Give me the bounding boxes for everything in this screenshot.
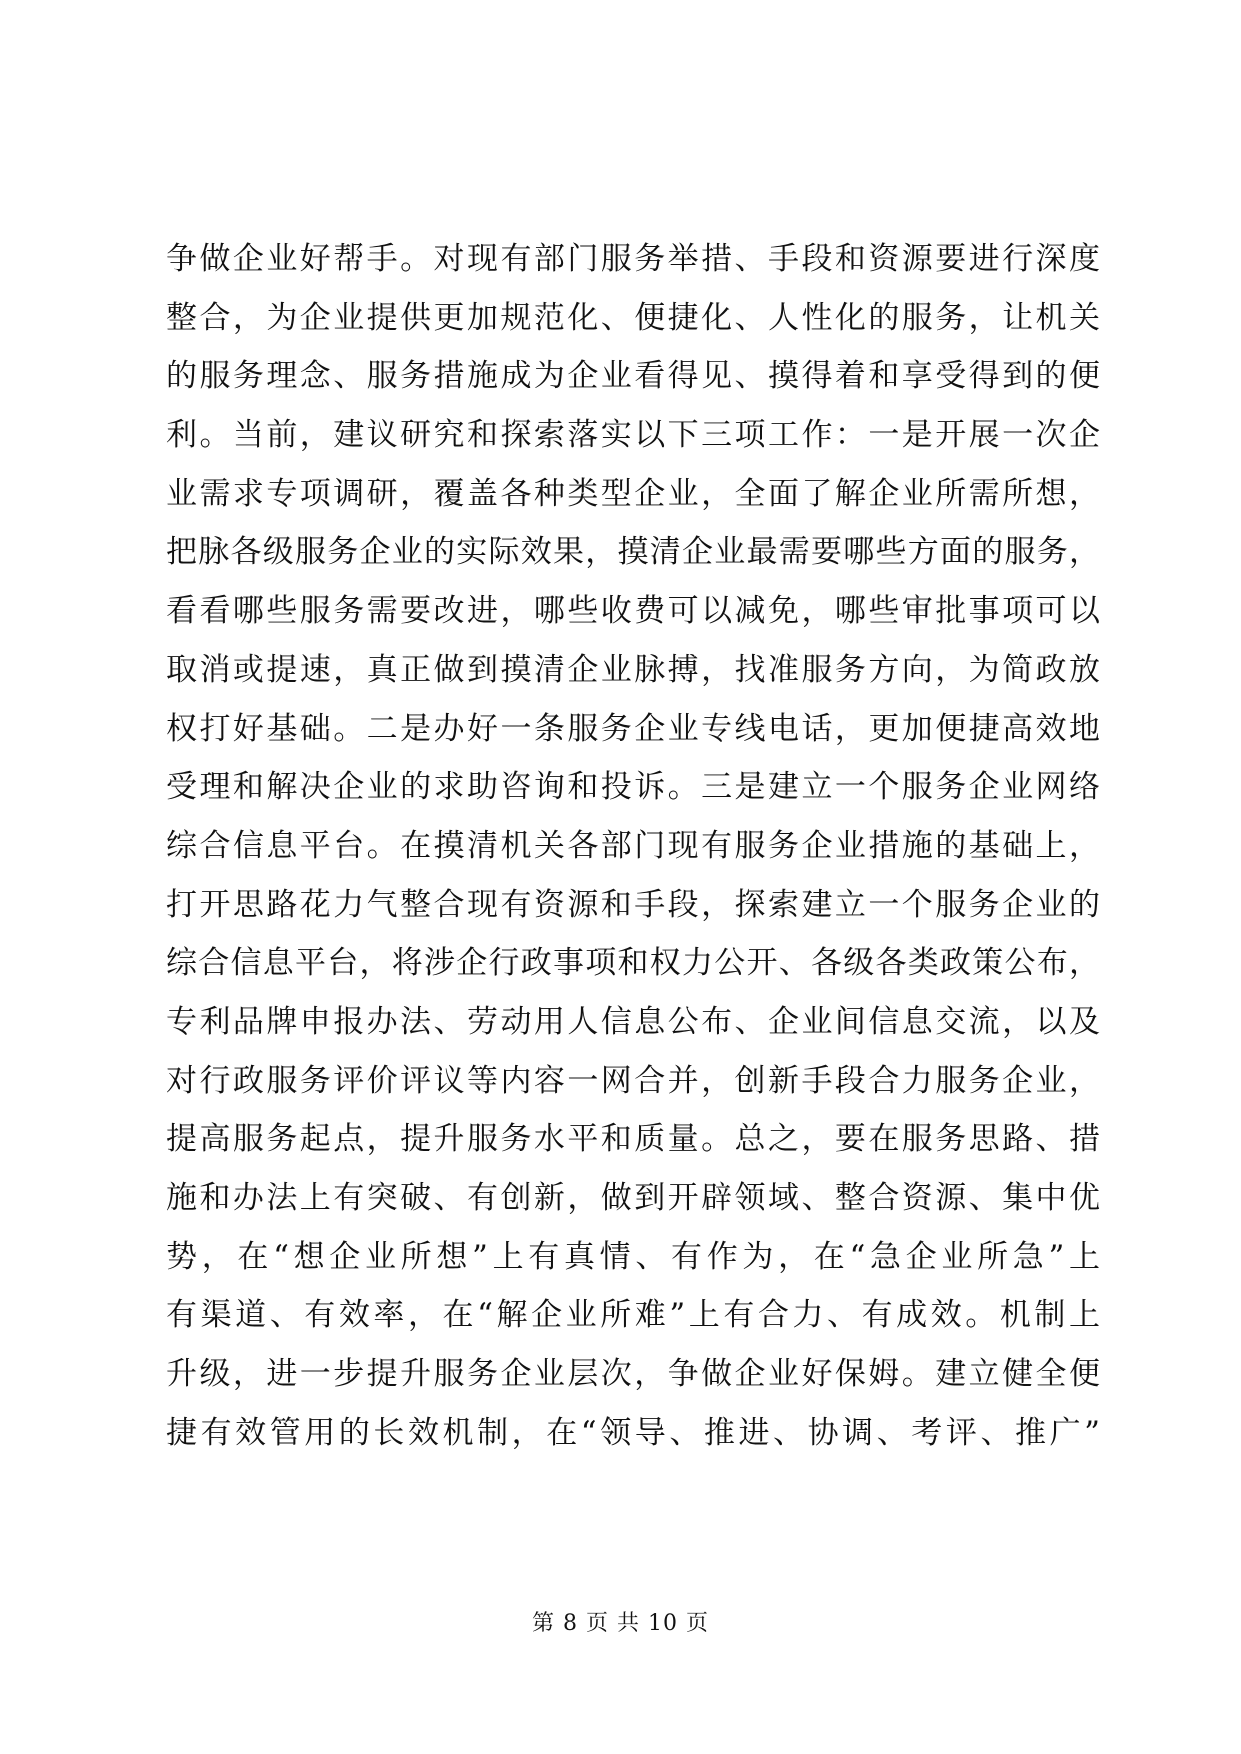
text-line: 的服务理念、服务措施成为企业看得见、摸得着和享受得到的便: [166, 358, 1100, 395]
text-line: 势，在“想企业所想”上有真情、有作为，在“急企业所急”上: [166, 1238, 1100, 1275]
text-line: 升级，进一步提升服务企业层次，争做企业好保姆。建立健全便: [166, 1356, 1100, 1393]
text-line: 提高服务起点，提升服务水平和质量。总之，要在服务思路、措: [166, 1121, 1100, 1158]
text-line: 争做企业好帮手。对现有部门服务举措、手段和资源要进行深度: [166, 241, 1100, 277]
text-line: 业需求专项调研，覆盖各种类型企业，全面了解企业所需所想，: [166, 475, 1100, 512]
text-line: 利。当前，建议研究和探索落实以下三项工作：一是开展一次企: [166, 417, 1100, 454]
text-line: 看看哪些服务需要改进，哪些收费可以减免，哪些审批事项可以: [166, 593, 1100, 630]
text-line: 取消或提速，真正做到摸清企业脉搏，找准服务方向，为简政放: [166, 651, 1100, 688]
text-line: 有渠道、有效率，在“解企业所难”上有合力、有成效。机制上: [166, 1297, 1100, 1334]
page-number-footer: 第 8 页 共 10 页: [532, 1611, 709, 1636]
text-line: 权打好基础。二是办好一条服务企业专线电话，更加便捷高效地: [166, 710, 1100, 747]
text-line: 受理和解决企业的求助咨询和投诉。三是建立一个服务企业网络: [166, 769, 1100, 806]
body-paragraph: [166, 230, 1100, 1462]
text-line: 施和办法上有突破、有创新，做到开辟领域、整合资源、集中优: [166, 1180, 1100, 1216]
text-line: 综合信息平台，将涉企行政事项和权力公开、各级各类政策公布，: [166, 945, 1100, 982]
text-line: 打开思路花力气整合现有资源和手段，探索建立一个服务企业的: [166, 886, 1100, 923]
text-line: 把脉各级服务企业的实际效果，摸清企业最需要哪些方面的服务，: [166, 534, 1100, 571]
text-line: 对行政服务评价评议等内容一网合并，创新手段合力服务企业，: [166, 1062, 1100, 1099]
text-line: 综合信息平台。在摸清机关各部门现有服务企业措施的基础上，: [166, 827, 1100, 864]
text-line: 捷有效管用的长效机制，在“领导、推进、协调、考评、推广”: [166, 1414, 1100, 1451]
text-line: 整合，为企业提供更加规范化、便捷化、人性化的服务，让机关: [166, 299, 1100, 336]
text-line: 专利品牌申报办法、劳动用人信息公布、企业间信息交流，以及: [166, 1003, 1100, 1040]
